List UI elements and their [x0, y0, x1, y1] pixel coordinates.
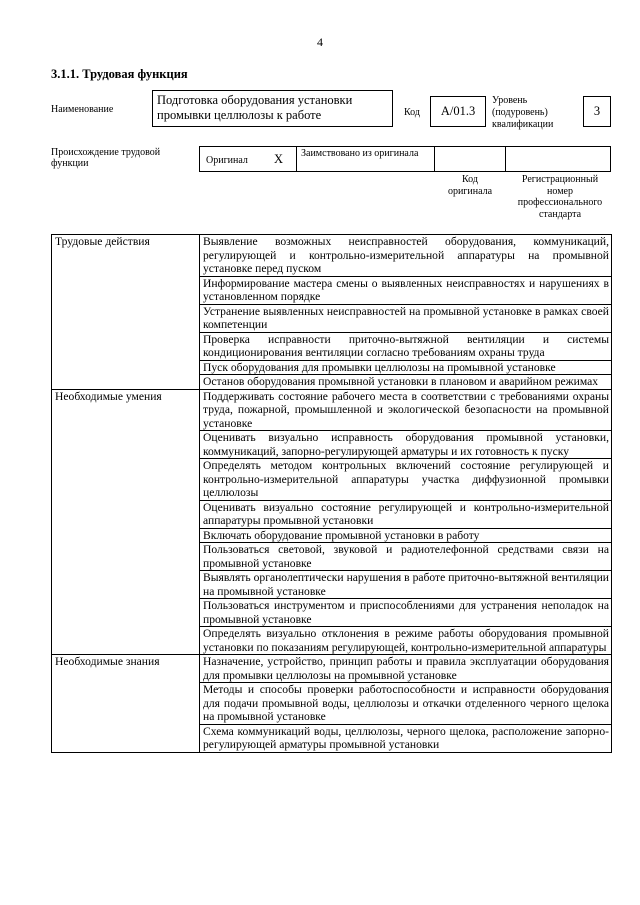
page-number: 4 — [317, 35, 323, 49]
list-item: Информирование мастера смены о выявленных неисправностях и нарушениях в установленном порядке — [200, 276, 612, 304]
list-item: Устранение выявленных неисправностей на промывной установке в рамках своей компетенции — [200, 304, 612, 332]
origin-label: Происхождение трудовой функции — [51, 147, 161, 169]
list-item: Поддерживать состояние рабочего места в соответствии с требованиями охраны труда, пожарной, промышленной и экологической безопасности на промывной установке — [200, 389, 612, 431]
borrowed-label: Заимствовано из оригинала — [301, 148, 419, 159]
original-label: Оригинал — [206, 155, 248, 166]
registration-caption: Регистрационный номер профессионального стандарта — [517, 174, 603, 220]
origin-divider — [505, 146, 506, 172]
original-mark: X — [274, 152, 284, 166]
code-label: Код — [404, 107, 420, 118]
list-item: Включать оборудование промывной установки в работу — [200, 528, 612, 543]
section-heading: Необходимые знания — [52, 655, 200, 753]
list-item: Выявление возможных неисправностей оборудования, коммуникаций, регулирующей и контрольно-измерительной аппаратуры на промывной установке перед пуском — [200, 235, 612, 277]
table-row — [52, 389, 612, 431]
table-row — [52, 655, 612, 683]
list-item: Останов оборудования промывной установки в плановом и аварийном режимах — [200, 375, 612, 390]
section-heading: Трудовые действия — [52, 235, 200, 390]
list-item: Определять методом контрольных включений состояние регулирующей и контрольно-измерительной аппаратуры участка диффузионной промывки целлюлозы — [200, 459, 612, 501]
name-label: Наименование — [51, 104, 114, 115]
list-item: Определять визуально отклонения в режиме работы оборудования промывной установки по показаниям регулирующей, контрольно-измерительной аппаратуры — [200, 627, 612, 655]
list-item: Назначение, устройство, принцип работы и правила эксплуатации оборудования для промывки целлюлозы на промывной установке — [200, 655, 612, 683]
function-name-field: Подготовка оборудования установки промывки целлюлозы к работе — [152, 90, 393, 127]
table-row — [52, 235, 612, 277]
list-item: Пуск оборудования для промывки целлюлозы на промывной установке — [200, 360, 612, 375]
list-item: Оценивать визуально состояние регулирующей и контрольно-измерительной аппаратуры промывной установки — [200, 500, 612, 528]
list-item: Методы и способы проверки работоспособности и исправности оборудования для подачи промывной воды, целлюлозы и откачки отделенного черного щелока на промывной установке — [200, 683, 612, 725]
function-table — [51, 234, 612, 753]
list-item: Схема коммуникаций воды, целлюлозы, черного щелока, расположение запорно-регулирующей арматуры промывной установки — [200, 724, 612, 752]
level-label: Уровень (подуровень) квалификации — [492, 95, 554, 130]
list-item: Выявлять органолептически нарушения в работе приточно-вытяжной вентиляции на промывной установке — [200, 571, 612, 599]
section-title: 3.1.1. Трудовая функция — [51, 67, 188, 81]
list-item: Оценивать визуально исправность оборудования промывной установки, коммуникаций, запорно-регулирующей арматуры и их готовность к пуску — [200, 431, 612, 459]
list-item: Пользоваться световой, звуковой и радиотелефонной средствами связи на промывной установке — [200, 543, 612, 571]
list-item: Пользоваться инструментом и приспособлениями для устранения неполадок на промывной установке — [200, 599, 612, 627]
section-heading: Необходимые умения — [52, 389, 200, 655]
function-code-field: A/01.3 — [430, 96, 486, 127]
origin-divider — [434, 146, 435, 172]
qualification-level-field: 3 — [583, 96, 611, 127]
origin-divider — [296, 146, 297, 172]
code-caption: Код оригинала — [447, 174, 493, 197]
list-item: Проверка исправности приточно-вытяжной вентиляции и системы кондиционирования вентиляции согласно требованиям охраны труда — [200, 332, 612, 360]
